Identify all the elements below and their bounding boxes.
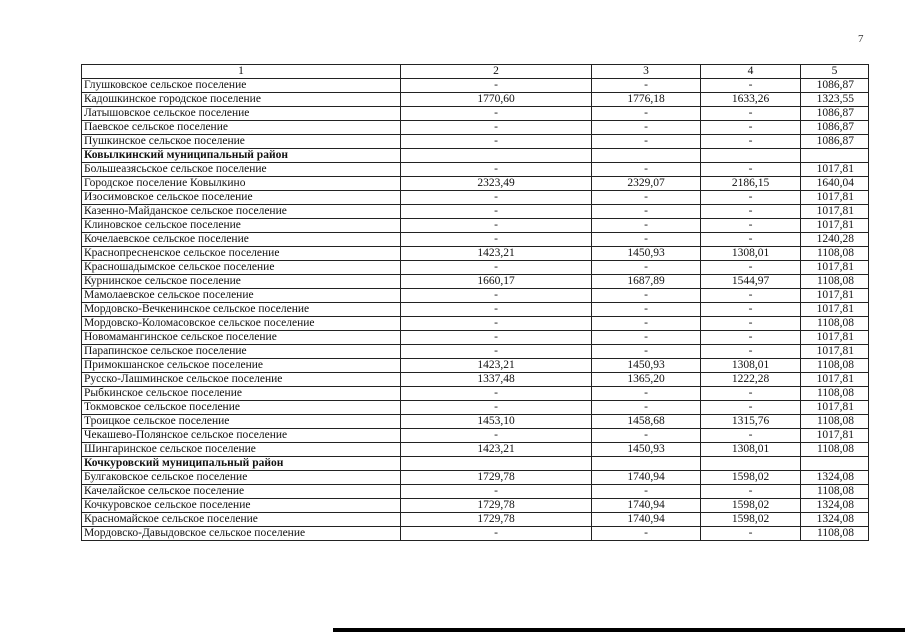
value-cell-col-3: - [592, 527, 701, 541]
settlement-name-cell: Кадошкинское городское поселение [82, 93, 401, 107]
value-cell-col-2: 1423,21 [401, 247, 592, 261]
table-row [82, 359, 869, 373]
table-row [82, 191, 869, 205]
value-cell-col-3: - [592, 485, 701, 499]
value-cell-col-5: 1017,81 [801, 261, 869, 275]
district-header-row [82, 149, 869, 163]
settlement-name-cell: Новомамангинское сельское поселение [82, 331, 401, 345]
value-cell-col-5: 1017,81 [801, 191, 869, 205]
value-cell-col-4: 1222,28 [701, 373, 801, 387]
value-cell-col-5: 1108,08 [801, 485, 869, 499]
table-row [82, 471, 869, 485]
value-cell-col-4: 1308,01 [701, 443, 801, 457]
value-cell-col-2: - [401, 79, 592, 93]
value-cell-col-2: - [401, 289, 592, 303]
settlement-name-cell: Мордовско-Давыдовское сельское поселение [82, 527, 401, 541]
column-header-4: 4 [701, 65, 801, 79]
settlement-name-cell: Кочкуровское сельское поселение [82, 499, 401, 513]
value-cell-col-4: 1308,01 [701, 247, 801, 261]
value-cell-col-5: 1324,08 [801, 513, 869, 527]
value-cell-col-5: 1086,87 [801, 121, 869, 135]
table-row [82, 387, 869, 401]
value-cell-col-4: - [701, 135, 801, 149]
value-cell-col-4: - [701, 289, 801, 303]
value-cell-col-2 [401, 149, 592, 163]
value-cell-col-2 [401, 457, 592, 471]
value-cell-col-3: - [592, 303, 701, 317]
value-cell-col-2: 1423,21 [401, 443, 592, 457]
value-cell-col-5: 1108,08 [801, 387, 869, 401]
value-cell-col-4 [701, 149, 801, 163]
value-cell-col-3: - [592, 205, 701, 219]
settlement-name-cell: Большеазясьское сельское поселение [82, 163, 401, 177]
table-row [82, 415, 869, 429]
settlement-name-cell: Русско-Лашминское сельское поселение [82, 373, 401, 387]
value-cell-col-4: - [701, 303, 801, 317]
value-cell-col-5: 1324,08 [801, 471, 869, 485]
settlement-name-cell: Красномайское сельское поселение [82, 513, 401, 527]
value-cell-col-5: 1324,08 [801, 499, 869, 513]
settlement-name-cell: Мамолаевское сельское поселение [82, 289, 401, 303]
value-cell-col-4: 1315,76 [701, 415, 801, 429]
value-cell-col-3: 1365,20 [592, 373, 701, 387]
table-row [82, 177, 869, 191]
settlement-name-cell: Глушковское сельское поселение [82, 79, 401, 93]
settlement-name-cell: Рыбкинское сельское поселение [82, 387, 401, 401]
value-cell-col-3: - [592, 135, 701, 149]
value-cell-col-4: - [701, 429, 801, 443]
settlement-name-cell: Латышовское сельское поселение [82, 107, 401, 121]
settlement-name-cell: Качелайское сельское поселение [82, 485, 401, 499]
value-cell-col-2: - [401, 303, 592, 317]
value-cell-col-2: - [401, 219, 592, 233]
value-cell-col-5: 1640,04 [801, 177, 869, 191]
value-cell-col-5: 1017,81 [801, 163, 869, 177]
settlement-name-cell: Краснопресненское сельское поселение [82, 247, 401, 261]
value-cell-col-3: - [592, 429, 701, 443]
value-cell-col-4: - [701, 261, 801, 275]
value-cell-col-2: - [401, 345, 592, 359]
value-cell-col-4: - [701, 345, 801, 359]
settlements-table [81, 64, 869, 541]
value-cell-col-4: - [701, 331, 801, 345]
value-cell-col-3: - [592, 107, 701, 121]
value-cell-col-4 [701, 457, 801, 471]
table-row [82, 121, 869, 135]
table-row [82, 401, 869, 415]
value-cell-col-5: 1017,81 [801, 345, 869, 359]
table-row [82, 247, 869, 261]
value-cell-col-5: 1017,81 [801, 331, 869, 345]
value-cell-col-3: - [592, 387, 701, 401]
value-cell-col-2: - [401, 317, 592, 331]
table-row [82, 79, 869, 93]
value-cell-col-4: - [701, 317, 801, 331]
settlement-name-cell: Ковылкинский муниципальный район [82, 149, 401, 163]
district-header-row [82, 457, 869, 471]
table-row [82, 93, 869, 107]
value-cell-col-3: 1740,94 [592, 513, 701, 527]
value-cell-col-4: 1598,02 [701, 471, 801, 485]
value-cell-col-3: - [592, 345, 701, 359]
column-header-3: 3 [592, 65, 701, 79]
value-cell-col-2: - [401, 387, 592, 401]
value-cell-col-3: - [592, 331, 701, 345]
value-cell-col-3: - [592, 191, 701, 205]
value-cell-col-4: - [701, 163, 801, 177]
value-cell-col-4: - [701, 79, 801, 93]
value-cell-col-3: 1458,68 [592, 415, 701, 429]
table-row [82, 219, 869, 233]
value-cell-col-5: 1323,55 [801, 93, 869, 107]
value-cell-col-5 [801, 457, 869, 471]
value-cell-col-3: - [592, 233, 701, 247]
settlement-name-cell: Пушкинское сельское поселение [82, 135, 401, 149]
value-cell-col-4: 1598,02 [701, 499, 801, 513]
table-row [82, 429, 869, 443]
table-row [82, 499, 869, 513]
value-cell-col-3 [592, 149, 701, 163]
table-row [82, 261, 869, 275]
value-cell-col-2: 1660,17 [401, 275, 592, 289]
table-row [82, 485, 869, 499]
bottom-rule [333, 628, 905, 632]
settlement-name-cell: Чекашево-Полянское сельское поселение [82, 429, 401, 443]
value-cell-col-3: 1740,94 [592, 499, 701, 513]
value-cell-col-5: 1108,08 [801, 247, 869, 261]
value-cell-col-4: 1598,02 [701, 513, 801, 527]
value-cell-col-3: - [592, 121, 701, 135]
value-cell-col-3: 1687,89 [592, 275, 701, 289]
settlement-name-cell: Кочкуровский муниципальный район [82, 457, 401, 471]
settlement-name-cell: Троицкое сельское поселение [82, 415, 401, 429]
table-row [82, 527, 869, 541]
value-cell-col-3: 1450,93 [592, 359, 701, 373]
value-cell-col-2: 1770,60 [401, 93, 592, 107]
value-cell-col-5: 1108,08 [801, 317, 869, 331]
value-cell-col-4: - [701, 205, 801, 219]
value-cell-col-2: - [401, 401, 592, 415]
table-body [82, 79, 869, 541]
value-cell-col-5: 1017,81 [801, 429, 869, 443]
value-cell-col-3: - [592, 401, 701, 415]
settlement-name-cell: Курнинское сельское поселение [82, 275, 401, 289]
settlement-name-cell: Городское поселение Ковылкино [82, 177, 401, 191]
value-cell-col-3: - [592, 317, 701, 331]
value-cell-col-2: 1453,10 [401, 415, 592, 429]
value-cell-col-5: 1017,81 [801, 219, 869, 233]
value-cell-col-3 [592, 457, 701, 471]
value-cell-col-3: - [592, 289, 701, 303]
value-cell-col-5 [801, 149, 869, 163]
value-cell-col-3: - [592, 261, 701, 275]
value-cell-col-5: 1108,08 [801, 359, 869, 373]
table-row [82, 373, 869, 387]
table-row [82, 135, 869, 149]
value-cell-col-2: - [401, 331, 592, 345]
settlement-name-cell: Парапинское сельское поселение [82, 345, 401, 359]
value-cell-col-4: 2186,15 [701, 177, 801, 191]
value-cell-col-4: - [701, 107, 801, 121]
value-cell-col-5: 1086,87 [801, 107, 869, 121]
column-header-5: 5 [801, 65, 869, 79]
column-header-2: 2 [401, 65, 592, 79]
value-cell-col-2: 1423,21 [401, 359, 592, 373]
value-cell-col-4: - [701, 233, 801, 247]
value-cell-col-5: 1108,08 [801, 527, 869, 541]
value-cell-col-5: 1108,08 [801, 443, 869, 457]
value-cell-col-3: 1740,94 [592, 471, 701, 485]
value-cell-col-3: - [592, 79, 701, 93]
value-cell-col-5: 1017,81 [801, 205, 869, 219]
value-cell-col-2: - [401, 429, 592, 443]
table-header-row [82, 65, 869, 79]
value-cell-col-5: 1240,28 [801, 233, 869, 247]
value-cell-col-4: - [701, 387, 801, 401]
column-header-1: 1 [82, 65, 401, 79]
value-cell-col-3: 2329,07 [592, 177, 701, 191]
table-row [82, 107, 869, 121]
value-cell-col-4: - [701, 485, 801, 499]
settlement-name-cell: Мордовско-Коломасовское сельское поселение [82, 317, 401, 331]
settlement-name-cell: Токмовское сельское поселение [82, 401, 401, 415]
table-row [82, 275, 869, 289]
value-cell-col-5: 1017,81 [801, 401, 869, 415]
settlement-name-cell: Красношадымское сельское поселение [82, 261, 401, 275]
value-cell-col-2: - [401, 485, 592, 499]
settlement-name-cell: Шингаринское сельское поселение [82, 443, 401, 457]
value-cell-col-5: 1108,08 [801, 275, 869, 289]
value-cell-col-5: 1017,81 [801, 373, 869, 387]
settlement-name-cell: Мордовско-Вечкенинское сельское поселение [82, 303, 401, 317]
value-cell-col-5: 1017,81 [801, 289, 869, 303]
value-cell-col-2: - [401, 107, 592, 121]
value-cell-col-4: 1544,97 [701, 275, 801, 289]
table-row [82, 163, 869, 177]
value-cell-col-5: 1017,81 [801, 303, 869, 317]
table-row [82, 331, 869, 345]
value-cell-col-2: 1729,78 [401, 513, 592, 527]
table-row [82, 289, 869, 303]
value-cell-col-2: - [401, 527, 592, 541]
table-row [82, 345, 869, 359]
value-cell-col-4: - [701, 527, 801, 541]
value-cell-col-2: - [401, 205, 592, 219]
value-cell-col-4: 1633,26 [701, 93, 801, 107]
settlement-name-cell: Кочелаевское сельское поселение [82, 233, 401, 247]
value-cell-col-4: 1308,01 [701, 359, 801, 373]
table-row [82, 303, 869, 317]
value-cell-col-2: - [401, 261, 592, 275]
table-row [82, 513, 869, 527]
settlement-name-cell: Булгаковское сельское поселение [82, 471, 401, 485]
value-cell-col-4: - [701, 191, 801, 205]
value-cell-col-2: 1729,78 [401, 499, 592, 513]
value-cell-col-3: 1450,93 [592, 247, 701, 261]
value-cell-col-2: - [401, 233, 592, 247]
value-cell-col-2: 2323,49 [401, 177, 592, 191]
value-cell-col-5: 1108,08 [801, 415, 869, 429]
table-row [82, 233, 869, 247]
settlement-name-cell: Казенно-Майданское сельское поселение [82, 205, 401, 219]
table-row [82, 317, 869, 331]
value-cell-col-5: 1086,87 [801, 135, 869, 149]
value-cell-col-2: - [401, 121, 592, 135]
value-cell-col-4: - [701, 121, 801, 135]
value-cell-col-3: 1776,18 [592, 93, 701, 107]
value-cell-col-2: 1337,48 [401, 373, 592, 387]
value-cell-col-3: - [592, 219, 701, 233]
value-cell-col-5: 1086,87 [801, 79, 869, 93]
table-row [82, 205, 869, 219]
value-cell-col-2: - [401, 163, 592, 177]
settlement-name-cell: Изосимовское сельское поселение [82, 191, 401, 205]
settlement-name-cell: Клиновское сельское поселение [82, 219, 401, 233]
value-cell-col-3: 1450,93 [592, 443, 701, 457]
settlement-name-cell: Примокшанское сельское поселение [82, 359, 401, 373]
value-cell-col-4: - [701, 219, 801, 233]
value-cell-col-2: - [401, 191, 592, 205]
settlement-name-cell: Паевское сельское поселение [82, 121, 401, 135]
value-cell-col-3: - [592, 163, 701, 177]
value-cell-col-2: - [401, 135, 592, 149]
value-cell-col-2: 1729,78 [401, 471, 592, 485]
page-number: 7 [858, 33, 864, 45]
table-row [82, 443, 869, 457]
value-cell-col-4: - [701, 401, 801, 415]
